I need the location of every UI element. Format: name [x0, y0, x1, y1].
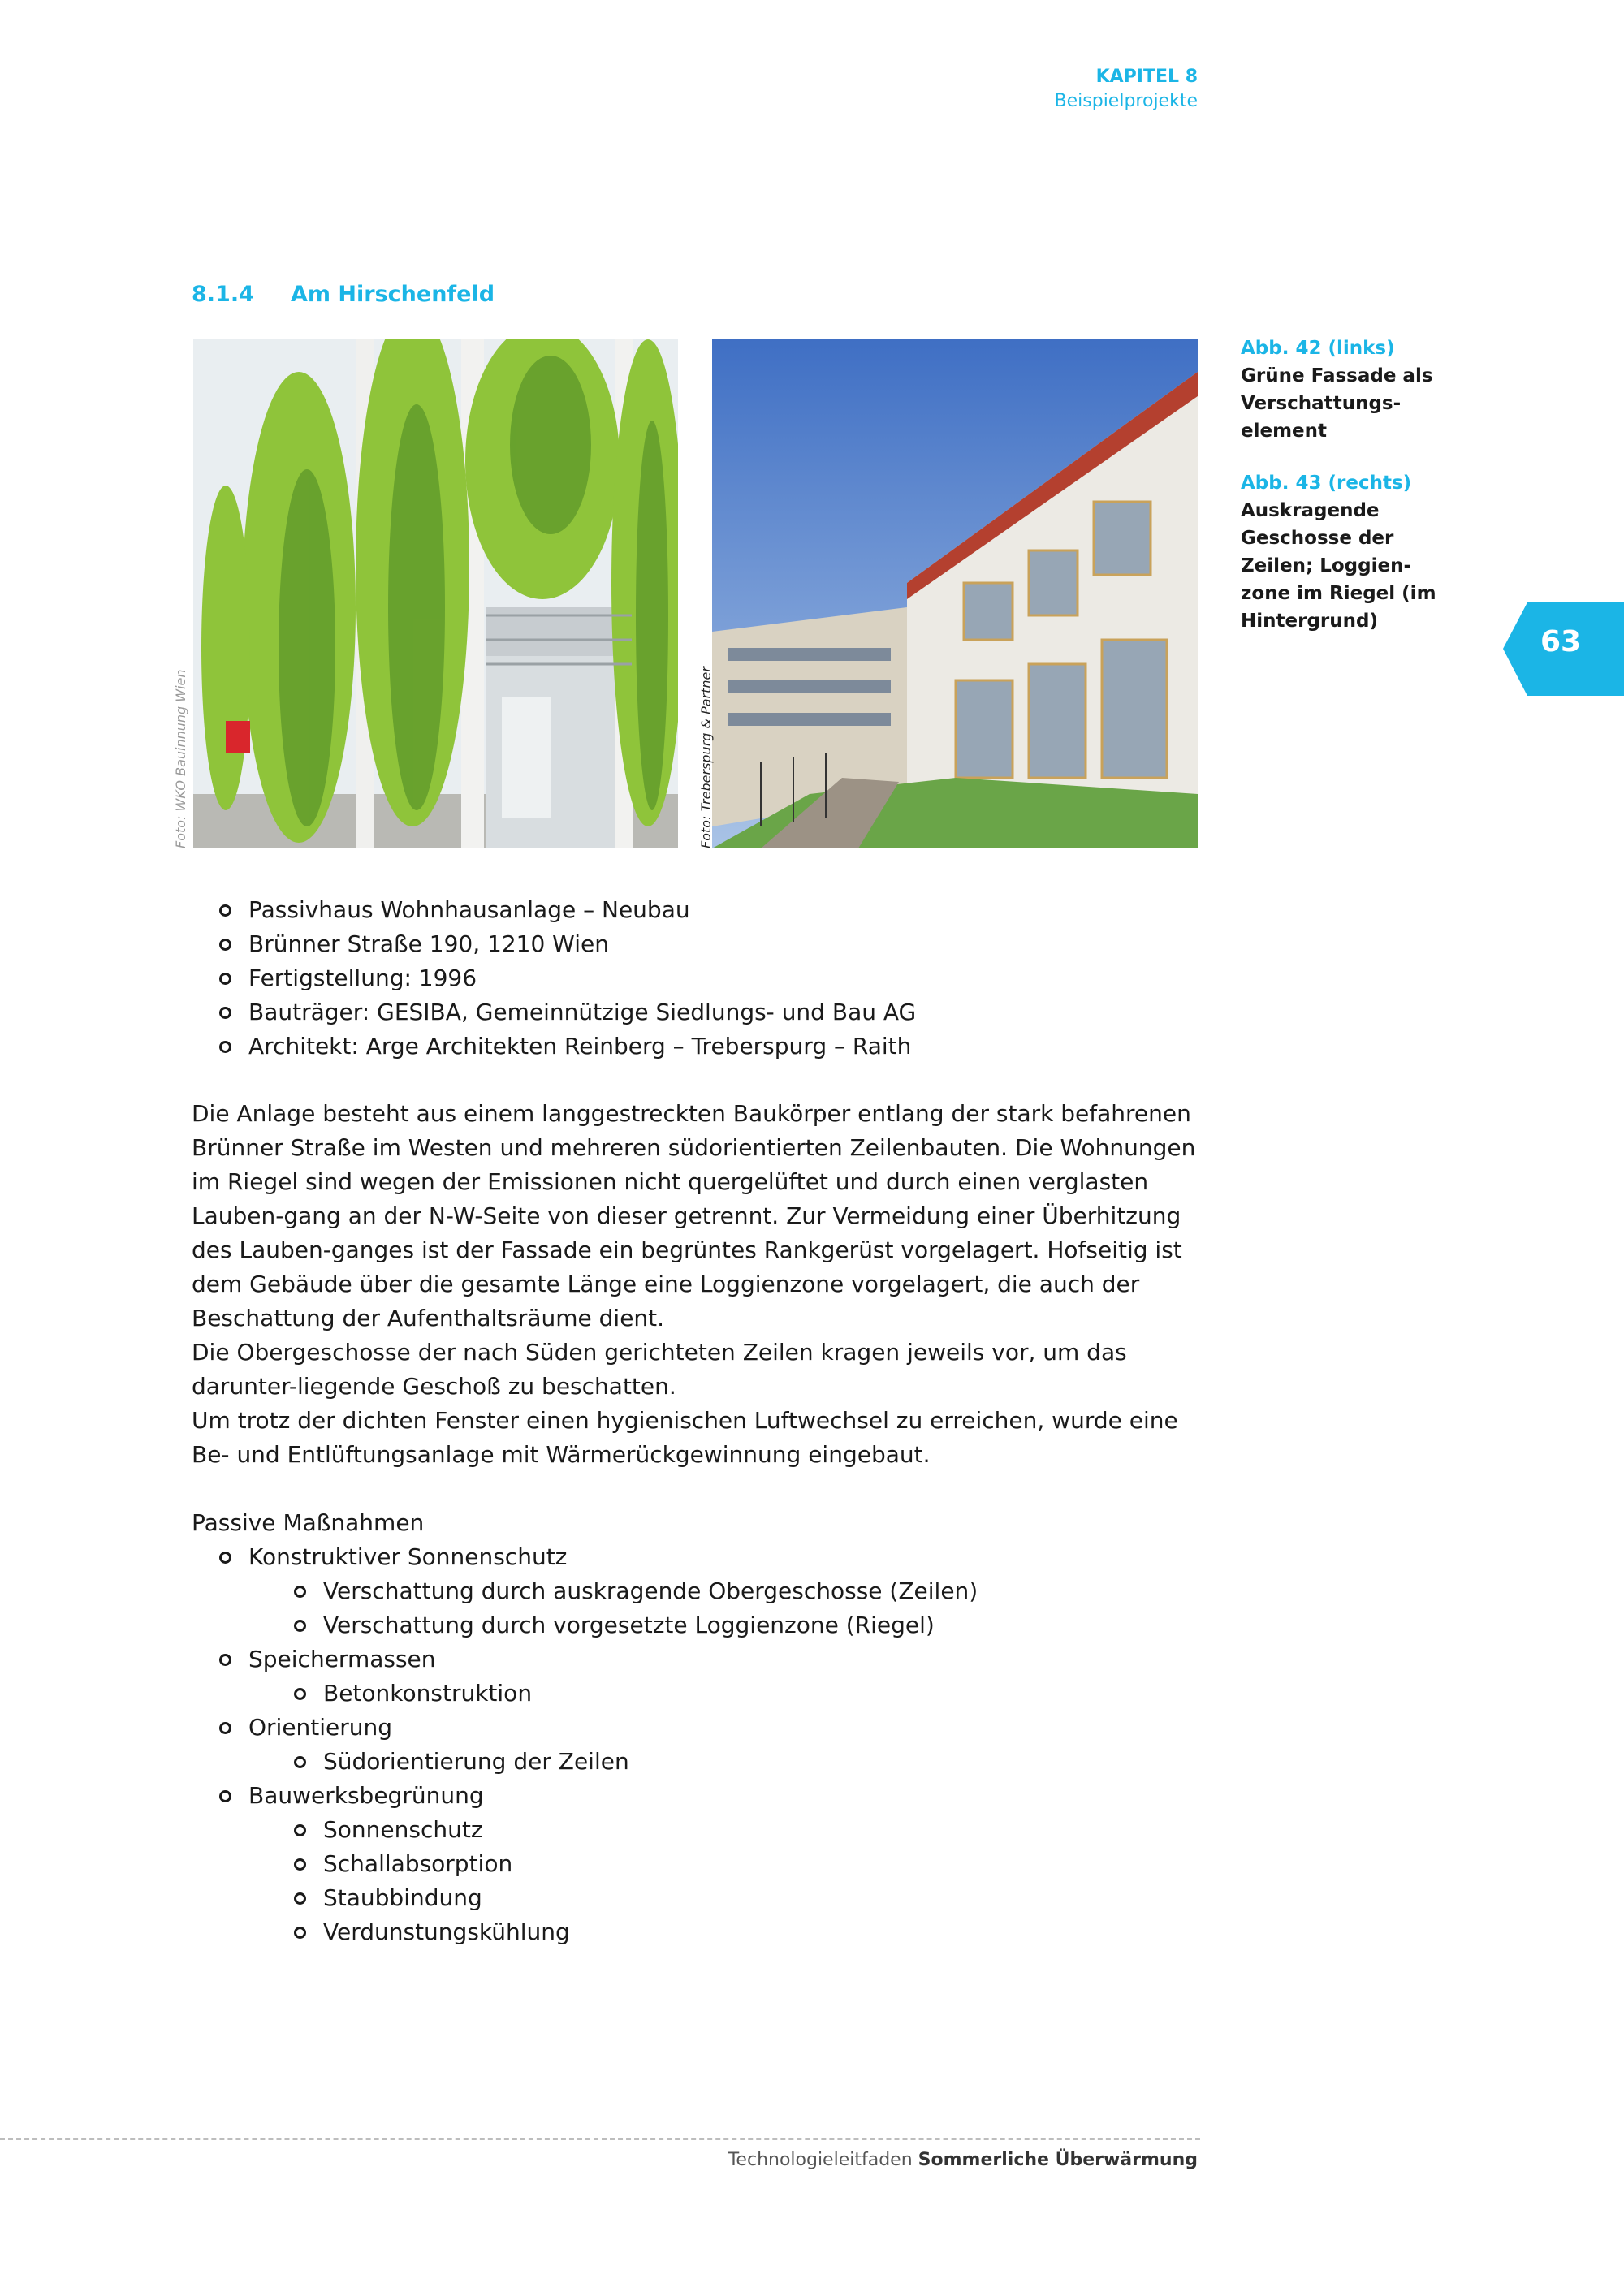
measure-group-label: Bauwerksbegrünung [248, 1782, 484, 1809]
section-heading [192, 282, 495, 307]
running-footer [728, 2150, 1198, 2170]
photo-green-facade [193, 339, 678, 848]
section-number: 8.1.4 [192, 282, 254, 307]
footer-title: Sommerliche Überwärmung [918, 2150, 1198, 2170]
description-paragraph: Um trotz der dichten Fenster einen hygienischen Luftwechsel zu erreichen, wurde eine Be- und Entlüftungsanlage mit Wärmerückgewinnung eingebaut. [192, 1407, 1178, 1468]
measure-item: Verdunstungskühlung [192, 1915, 1203, 1949]
caption-ref: Abb. 42 (links) [1241, 338, 1395, 359]
measure-group-label: Orientierung [248, 1714, 393, 1741]
measure-group [192, 1540, 1203, 1642]
measure-group-label: Konstruktiver Sonnenschutz [248, 1543, 568, 1570]
loggia-building-image [712, 339, 1198, 848]
footer-prefix: Technologieleitfaden [728, 2150, 913, 2170]
description-paragraph: Die Obergeschosse der nach Süden gerichteten Zeilen kragen jeweils vor, um das darunter-liegende Geschoß zu beschatten. [192, 1339, 1127, 1400]
measure-item: Betonkonstruktion [192, 1677, 1203, 1711]
figure-captions [1241, 334, 1444, 659]
caption-ref: Abb. 43 (rechts) [1241, 473, 1412, 494]
measure-item: Staubbindung [192, 1881, 1203, 1915]
measure-group [192, 1779, 1203, 1949]
photo-credit-right: Foto: Treberspurg & Partner [698, 667, 714, 848]
caption-fig-42 [1241, 334, 1444, 445]
measure-item: Südorientierung der Zeilen [192, 1745, 1203, 1779]
section-title: Am Hirschenfeld [291, 282, 495, 307]
page-number-tab [1503, 602, 1624, 696]
project-facts [192, 893, 1207, 1064]
measures-heading: Passive Maßnahmen [192, 1509, 425, 1536]
fact-item: Passivhaus Wohnhausanlage – Neubau [192, 893, 1207, 927]
caption-text: Grüne Fassade als Verschattungs-element [1241, 365, 1433, 442]
caption-fig-43 [1241, 469, 1444, 635]
running-header [1055, 65, 1198, 114]
measure-item: Verschattung durch vorgesetzte Loggienzone (Riegel) [192, 1608, 1203, 1642]
chapter-subtitle: Beispielprojekte [1054, 91, 1198, 111]
fact-item: Fertigstellung: 1996 [192, 961, 1207, 995]
description-paragraph: Die Anlage besteht aus einem langgestreckten Baukörper entlang der stark befahrenen Brünner Straße im Westen und mehreren südorientierten Zeilenbauten. Die Wohnungen im Riegel sind wegen der Emissionen nicht quergelüftet und durch einen verglasten Lauben-gang an der N-W-Seite von dieser getrennt. Zur Vermeidung einer Überhitzung des Lauben-ganges ist der Fassade ein begrüntes Rankgerüst vorgelagert. Hofseitig ist dem Gebäude über die gesamte Länge eine Loggienzone vorgelagert, die auch der Beschattung der Aufenthaltsräume dient. [192, 1100, 1196, 1331]
page-number: 63 [1540, 625, 1582, 658]
measure-item: Schallabsorption [192, 1847, 1203, 1881]
chapter-label: KAPITEL 8 [1095, 67, 1198, 87]
project-description [192, 1097, 1203, 1472]
caption-text: Auskragende Geschosse der Zeilen; Loggien-zone im Riegel (im Hintergrund) [1241, 500, 1436, 632]
measure-group-label: Speichermassen [248, 1646, 436, 1672]
measure-item: Sonnenschutz [192, 1813, 1203, 1847]
measure-item: Verschattung durch auskragende Obergeschosse (Zeilen) [192, 1574, 1203, 1608]
passive-measures [192, 1506, 1203, 1949]
photo-credit-left: Foto: WKO Bauinnung Wien [173, 669, 188, 848]
green-facade-image [193, 339, 678, 848]
footer-divider [0, 2138, 1200, 2140]
fact-item: Brünner Straße 190, 1210 Wien [192, 927, 1207, 961]
photo-loggia-building [712, 339, 1198, 848]
fact-item: Architekt: Arge Architekten Reinberg – Treberspurg – Raith [192, 1029, 1207, 1064]
measure-group [192, 1642, 1203, 1711]
measure-group [192, 1711, 1203, 1779]
fact-item: Bauträger: GESIBA, Gemeinnützige Siedlungs- und Bau AG [192, 995, 1207, 1029]
